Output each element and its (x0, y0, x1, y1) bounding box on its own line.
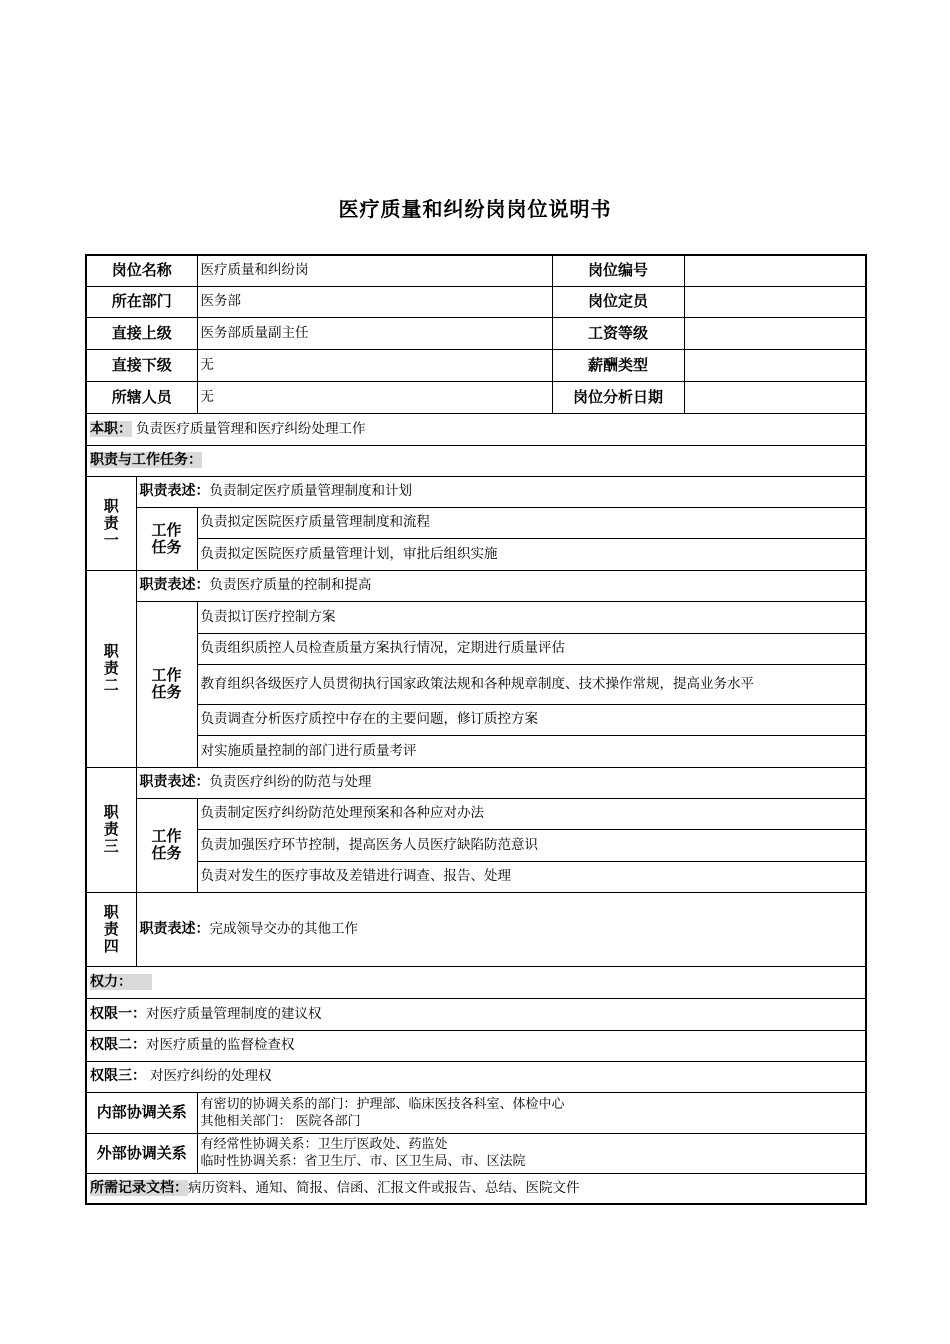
info-value (684, 286, 866, 317)
duty-desc: 负责医疗质量的控制和提高 (209, 577, 372, 593)
info-label: 直接上级 (86, 317, 197, 349)
duty-desc: 负责制定医疗质量管理制度和计划 (209, 483, 412, 499)
info-value: 医务部质量副主任 (197, 317, 552, 349)
info-row (86, 349, 866, 381)
duty-name: 职 责 三 (86, 767, 136, 892)
info-label: 工资等级 (552, 317, 684, 349)
task-item: 负责调查分析医疗质控中存在的主要问题，修订质控方案 (197, 704, 866, 735)
job-description-table (85, 254, 867, 1205)
duty-task-row (86, 601, 866, 633)
info-value: 医疗质量和纠纷岗 (197, 255, 552, 286)
benzhi-text: 负责医疗质量管理和医疗纠纷处理工作 (136, 420, 366, 437)
benzhi-label: 本职： (90, 420, 132, 437)
power-text: 对医疗质量管理制度的建议权 (146, 1005, 322, 1022)
duty-task-row (86, 861, 866, 892)
power-label: 权限一： (90, 1005, 146, 1022)
info-value: 无 (197, 349, 552, 381)
info-value: 医务部 (197, 286, 552, 317)
task-item: 负责拟订医疗控制方案 (197, 601, 866, 633)
duty-desc: 负责医疗纠纷的防范与处理 (209, 774, 372, 790)
power-label: 权限三： (90, 1068, 146, 1084)
info-label: 岗位定员 (552, 286, 684, 317)
info-row (86, 255, 866, 286)
duty-task-row (86, 829, 866, 861)
internal-line: 有密切的协调关系的部门：护理部、临床医技各科室、体检中心 (200, 1096, 565, 1112)
duty-task-row (86, 538, 866, 570)
task-label: 工作 任务 (136, 507, 197, 570)
duty-desc: 完成领导交办的其他工作 (209, 920, 358, 937)
info-value (684, 255, 866, 286)
external-line: 有经常性协调关系：卫生厅医政处、药监处 (200, 1137, 448, 1152)
duty-task-row (86, 798, 866, 829)
info-label: 岗位分析日期 (552, 381, 684, 413)
records-text: 病历资料、通知、简报、信函、汇报文件或报告、总结、医院文件 (188, 1179, 580, 1196)
power-row (86, 1030, 866, 1061)
power-text: 对医疗纠纷的处理权 (150, 1068, 272, 1084)
info-label: 岗位编号 (552, 255, 684, 286)
power-header: 权力： (90, 974, 152, 990)
internal-line: 其他相关部门： 医院各部门 (200, 1113, 361, 1129)
task-item: 负责制定医疗纠纷防范处理预案和各种应对办法 (197, 798, 866, 829)
duty-desc-label: 职责表述： (139, 577, 210, 593)
power-text: 对医疗质量的监督检查权 (146, 1037, 295, 1053)
records-label: 所需记录文档： (90, 1179, 188, 1196)
info-row (86, 317, 866, 349)
info-value (684, 317, 866, 349)
duty-desc-label: 职责表述： (139, 920, 210, 937)
info-label: 所辖人员 (86, 381, 197, 413)
task-item: 教育组织各级医疗人员贯彻执行国家政策法规和各种规章制度、技术操作常规，提高业务水平 (197, 664, 866, 704)
info-value (684, 349, 866, 381)
benzhi-row (86, 413, 866, 445)
task-item: 负责拟定医院医疗质量管理制度和流程 (197, 507, 866, 538)
duty-desc-label: 职责表述： (139, 483, 210, 499)
duty-desc-label: 职责表述： (139, 774, 210, 790)
power-row (86, 998, 866, 1030)
duty-desc-row (86, 476, 866, 507)
duty-task-row (86, 704, 866, 735)
page-title: 医疗质量和纠纷岗岗位说明书 (338, 197, 612, 221)
info-label: 岗位名称 (86, 255, 197, 286)
duties-header-row (86, 445, 866, 476)
internal-label: 内部协调关系 (86, 1092, 197, 1133)
task-label: 工作 任务 (136, 798, 197, 892)
task-item: 负责组织质控人员检查质量方案执行情况，定期进行质量评估 (197, 633, 866, 664)
external-line: 临时性协调关系：省卫生厅、市、区卫生局、市、区法院 (200, 1154, 526, 1169)
power-label: 权限二： (90, 1037, 146, 1053)
duty-name: 职 责 二 (86, 570, 136, 767)
info-label: 直接下级 (86, 349, 197, 381)
info-value: 无 (197, 381, 552, 413)
task-item: 负责对发生的医疗事故及差错进行调查、报告、处理 (197, 861, 866, 892)
duty-desc-row (86, 892, 866, 966)
power-row (86, 1061, 866, 1092)
duties-header: 职责与工作任务： (90, 452, 202, 468)
task-item: 对实施质量控制的部门进行质量考评 (197, 735, 866, 767)
duty-task-row (86, 633, 866, 664)
duty-name: 职 责 一 (86, 476, 136, 570)
duty-desc-row (86, 570, 866, 601)
duty-task-row (86, 664, 866, 704)
info-row (86, 286, 866, 317)
power-header-row (86, 966, 866, 998)
duty-name: 职 责 四 (86, 892, 136, 966)
records-row (86, 1173, 866, 1204)
duty-desc-row (86, 767, 866, 798)
external-label: 外部协调关系 (86, 1133, 197, 1173)
info-value (684, 381, 866, 413)
info-label: 所在部门 (86, 286, 197, 317)
duty-task-row (86, 735, 866, 767)
info-label: 薪酬类型 (552, 349, 684, 381)
external-relation-row (86, 1133, 866, 1173)
info-row (86, 381, 866, 413)
task-label: 工作 任务 (136, 601, 197, 767)
duty-task-row (86, 507, 866, 538)
internal-relation-row (86, 1092, 866, 1133)
task-item: 负责加强医疗环节控制，提高医务人员医疗缺陷防范意识 (197, 829, 866, 861)
task-item: 负责拟定医院医疗质量管理计划，审批后组织实施 (197, 538, 866, 570)
